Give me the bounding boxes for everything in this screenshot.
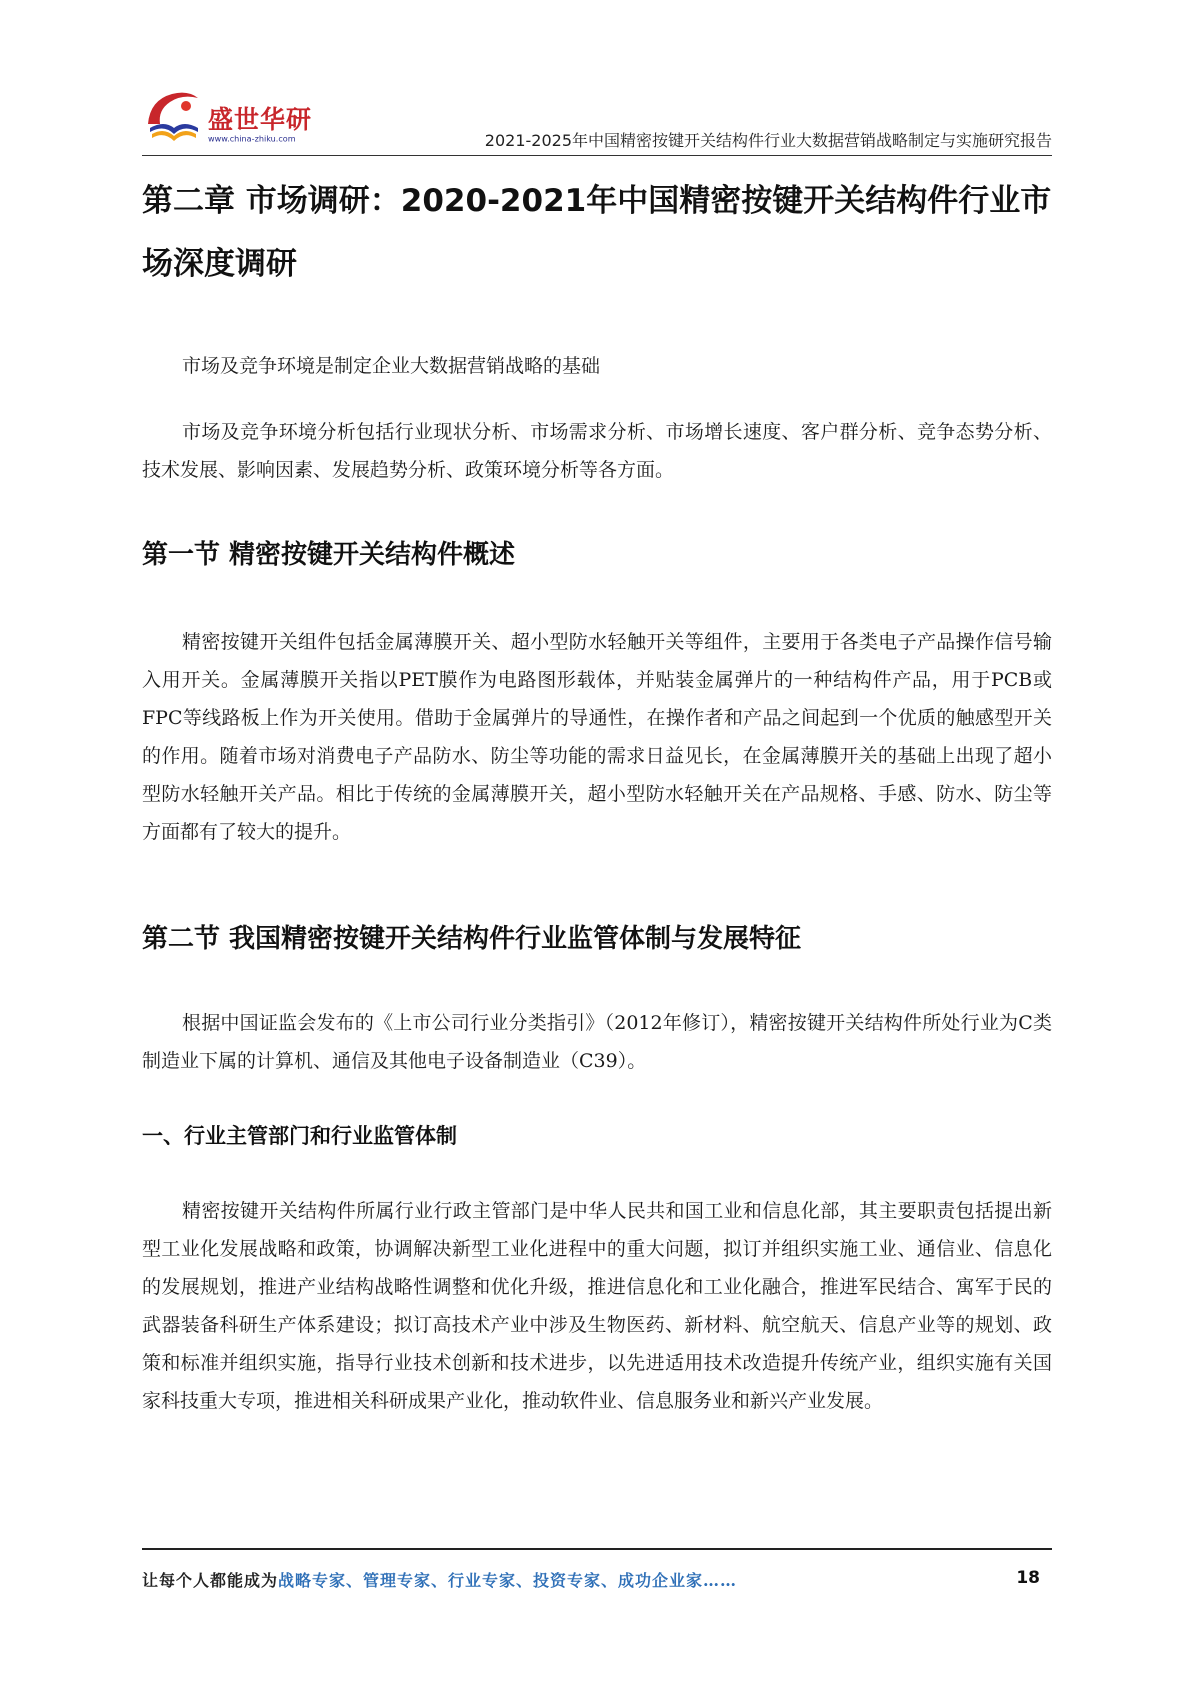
chapter-intro-paragraph-1: 市场及竞争环境是制定企业大数据营销战略的基础 xyxy=(182,355,601,377)
section-1-title: 第一节 精密按键开关结构件概述 xyxy=(142,540,516,570)
page-footer xyxy=(142,1568,1052,1596)
page-number: 18 xyxy=(1016,1568,1040,1588)
slogan-lead: 让每个人都能成为 xyxy=(142,1571,279,1590)
chapter-title: 第二章 市场调研：2020-2021年中国精密按键开关结构件行业市场深度调研 xyxy=(142,183,1052,282)
logo-name: 盛世华研 xyxy=(208,105,313,134)
section-2-paragraph: 根据中国证监会发布的《上市公司行业分类指引》（2012年修订），精密按键开关结构件所处行业为C类制造业下属的计算机、通信及其他电子设备制造业（C39）。 xyxy=(142,1012,1052,1072)
page-header xyxy=(142,80,1052,158)
report-title: 2021-2025年中国精密按键开关结构件行业大数据营销战略制定与实施研究报告 xyxy=(484,131,1052,150)
subsection-paragraph: 精密按键开关结构件所属行业行政主管部门是中华人民共和国工业和信息化部，其主要职责包括提出新型工业化发展战略和政策，协调解决新型工业化进程中的重大问题，拟订并组织实施工业、通信业、信息化的发展规划，推进产业结构战略性调整和优化升级，推进信息化和工业化融合，推进军民结合、寓军于民的武器装备科研生产体系建设；拟订高技术产业中涉及生物医药、新材料、航空航天、信息产业等的规划、政策和标准并组织实施，指导行业技术创新和技术进步，以先进适用技术改造提升传统产业，组织实施有关国家科技重大专项，推进相关科研成果产业化，推动软件业、信息服务业和新兴产业发展。 xyxy=(142,1200,1052,1412)
company-logo xyxy=(142,84,312,148)
chapter-intro-paragraph-2: 市场及竞争环境分析包括行业现状分析、市场需求分析、市场增长速度、客户群分析、竞争态势分析、技术发展、影响因素、发展趋势分析、政策环境分析等各方面。 xyxy=(142,421,1052,481)
section-1-paragraph: 精密按键开关组件包括金属薄膜开关、超小型防水轻触开关等组件，主要用于各类电子产品操作信号输入用开关。金属薄膜开关指以PET膜作为电路图形载体，并贴装金属弹片的一种结构件产品，用于PCB或FPC等线路板上作为开关使用。借助于金属弹片的导通性，在操作者和产品之间起到一个优质的触感型开关的作用。随着市场对消费电子产品防水、防尘等功能的需求日益见长，在金属薄膜开关的基础上出现了超小型防水轻触开关产品。相比于传统的金属薄膜开关，超小型防水轻触开关在产品规格、手感、防水、防尘等方面都有了较大的提升。 xyxy=(142,631,1052,843)
footer-divider xyxy=(142,1548,1052,1550)
page-body xyxy=(142,170,1052,1420)
book-swoosh-logo-icon xyxy=(142,84,206,146)
logo-url: www.china-zhiku.com xyxy=(208,135,296,144)
subsection-title: 一、行业主管部门和行业监管体制 xyxy=(142,1124,457,1148)
section-2-title: 第二节 我国精密按键开关结构件行业监管体制与发展特征 xyxy=(142,924,802,954)
header-divider xyxy=(142,155,1052,156)
slogan-highlight: 战略专家、管理专家、行业专家、投资专家、成功企业家…… xyxy=(278,1571,738,1590)
footer-slogan xyxy=(142,1568,737,1591)
